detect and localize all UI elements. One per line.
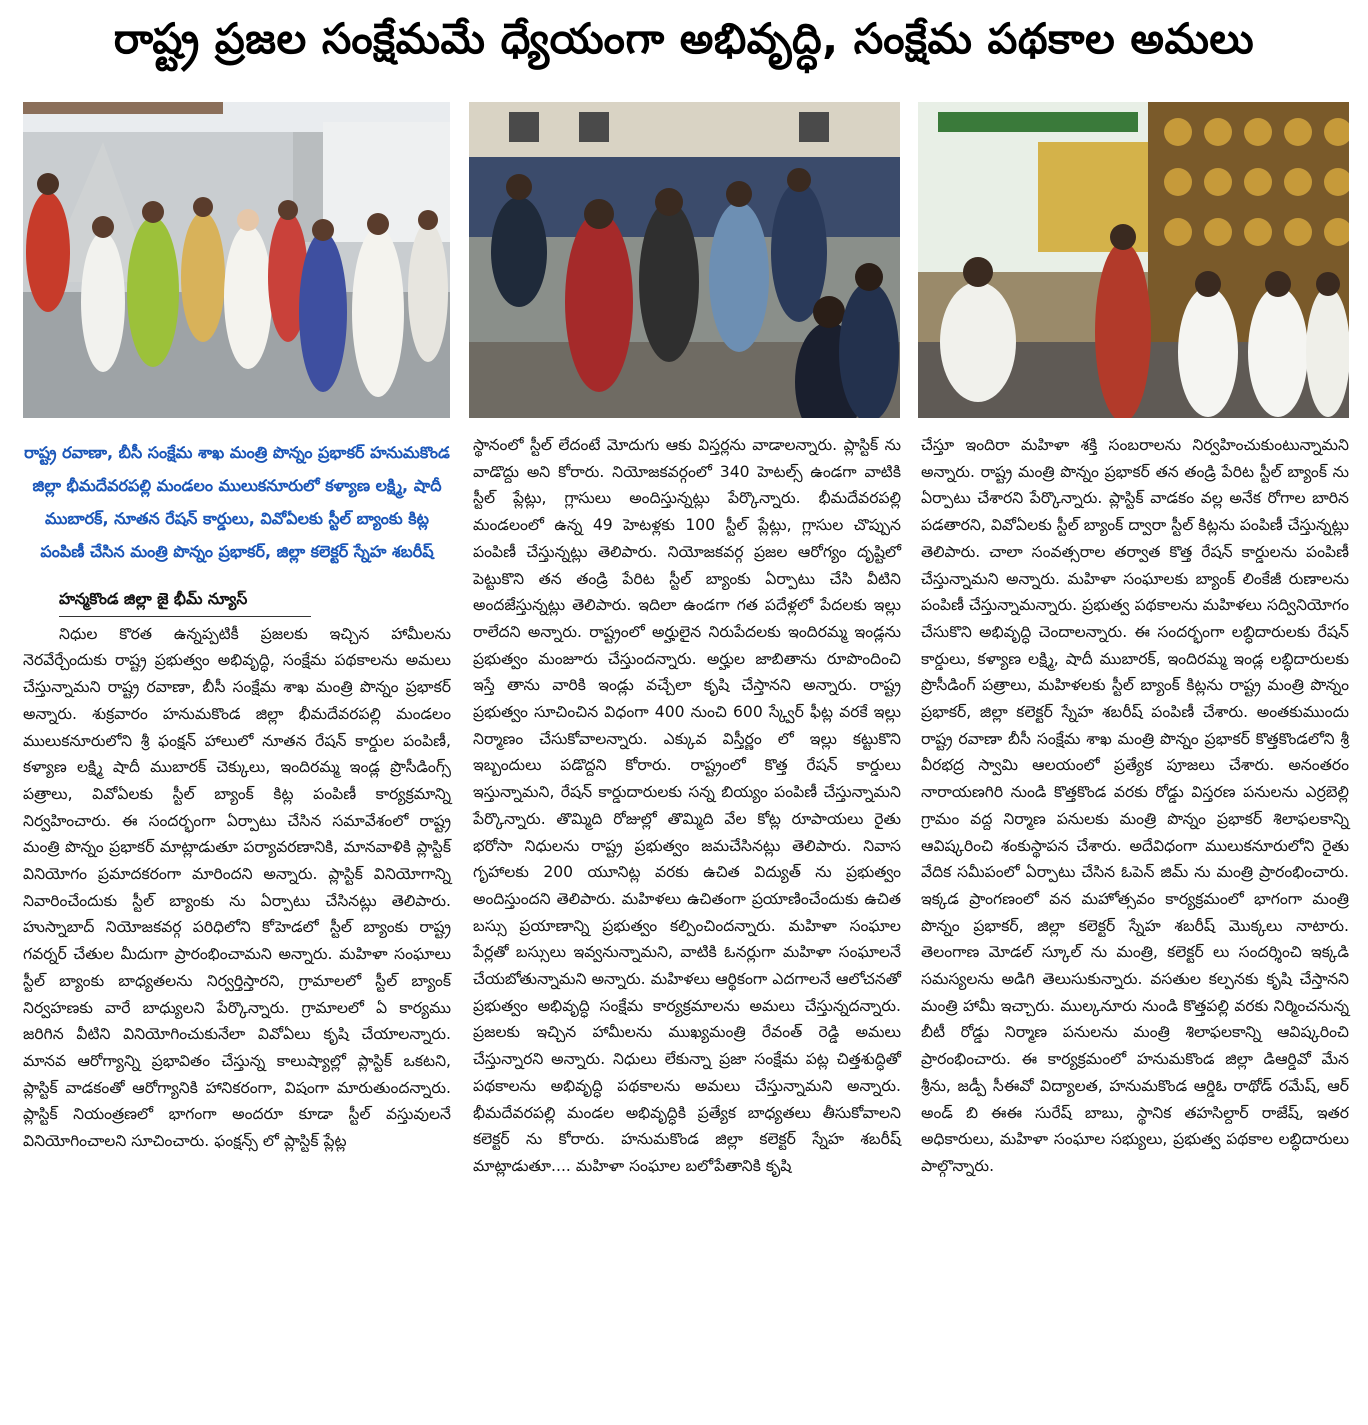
news-source: హన్మకొండ జిల్లా జై భీమ్ న్యూస్ (59, 586, 451, 613)
temple-visit-photo (23, 102, 450, 418)
article-column-1 (23, 432, 451, 1155)
article-body-1: నిధుల కొరత ఉన్నప్పటికీ ప్రజలకు ఇచ్చిన హామీలను నెరవేర్చేందుకు రాష్ట్ర ప్రభుత్వం అభివృద్ధి, సంక్షేమ పథకాలను అమలు చేస్తున్నామని రాష్ట్ర రవాణా, బీసీ సంక్షేమ శాఖ మంత్రి పొన్నం ప్రభాకర్ అన్నారు. శుక్రవారం హనుమకొండ జిల్లా భీమదేవరపల్లి మండలం ములుకనూరులోని శ్రీ ఫంక్షన్ హాలులో నూతన రేషన్ కార్డుల పంపిణీ, కళ్యాణ లక్ష్మి షాదీ ముబారక్ చెక్కులు, ఇందిరమ్మ ఇండ్ల ప్రొసీడింగ్స్ పత్రాలు, వివోఏలకు స్టీల్ బ్యాంక్ కిట్ల పంపిణీ కార్యక్రమాన్ని నిర్వహించారు. ఈ సందర్భంగా ఏర్పాటు చేసిన సమావేశంలో రాష్ట్ర మంత్రి పొన్నం ప్రభాకర్ మాట్లాడుతూ పర్యావరణానికి, మానవాళికి ప్లాస్టిక్ వినియోగం ప్రమాదకరంగా మారిందని అన్నారు. ప్లాస్టిక్ వినియోగాన్ని నివారించేందుకు స్టీల్ బ్యాంకు ను ఏర్పాటు చేసినట్లు తెలిపారు. హుస్నాబాద్ నియోజకవర్గ పరిధిలోని కోహెడలో స్టీల్ బ్యాంకు రాష్ట్ర గవర్నర్ చేతుల మీదుగా ప్రారంభించామని అన్నారు. మహిళా సంఘాలు స్టీల్ బ్యాంకు బాధ్యతలను నిర్వర్తిస్తారని, గ్రామాలలో స్టీల్ బ్యాంక్ నిర్వహణకు వారే బాధ్యులని పేర్కొన్నారు. గ్రామాలలో ఏ కార్యము జరిగిన వీటిని వినియోగించుకునేలా వివోఏలు కృషి చేయాలన్నారు. మానవ ఆరోగ్యాన్ని ప్రభావితం చేస్తున్న కాలుష్యాల్లో ప్లాస్టిక్ ఒకటని, ప్లాస్టిక్ వాడకంతో ఆరోగ్యానికి హానికరంగా, విషంగా మారుతుందన్నారు. ప్లాస్టిక్ నియంత్రణలో భాగంగా అందరూ కూడా స్టీల్ వస్తువులనే వినియోగించాలని సూచించారు. ఫంక్షన్స్ లో ప్లాస్టిక్ ప్లేట్ల (23, 624, 451, 1151)
article-column-3 (921, 432, 1349, 1180)
stage-event-photo (918, 102, 1349, 418)
article-body-2: స్థానంలో స్టీల్ లేదంటే మోదుగు ఆకు విస్తర్లను వాడాలన్నారు. ప్లాస్టిక్ ను వాడొద్దు అని కోరారు. నియోజకవర్గంలో 340 హెటల్స్ ఉండగా వాటికి స్టీల్ ప్లేట్లు, గ్లాసులు అందిస్తున్నట్లు పేర్కొన్నారు. భీమదేవరపల్లి మండలంలో ఉన్న 49 హెటళ్లకు 100 స్టీల్ ప్లేట్లు, గ్లాసుల చొప్పున పంపిణీ చేస్తున్నట్లు తెలిపారు. నియోజకవర్గ ప్రజల ఆరోగ్యం దృష్టిలో పెట్టుకొని తన తండ్రి పేరిట స్టీల్ బ్యాంకు ఏర్పాటు చేసి వీటిని అందజేస్తున్నట్లు తెలిపారు. ఇదిలా ఉండగా గత పదేళ్లలో పేదలకు ఇల్లు రాలేదని అన్నారు. రాష్ట్రంలో అర్హులైన నిరుపేదలకు ఇందిరమ్మ ఇండ్లను ప్రభుత్వం మంజూరు చేస్తుందన్నారు. అర్హుల జాబితాను రూపొందించి ఇస్తే తాను వారికి ఇండ్లు వచ్చేలా కృషి చేస్తానని అన్నారు. రాష్ట్ర ప్రభుత్వం సూచించిన విధంగా 400 నుంచి 600 స్క్వేర్ ఫీట్ల వరకే ఇల్లు నిర్మాణం చేసుకోవాలన్నారు. ఎక్కువ విస్తీర్ణం లో ఇల్లు కట్టుకొని ఇబ్బందులు పడొద్దని కోరారు. రాష్ట్రంలో కొత్త రేషన్ కార్డులు ఇస్తున్నామని, రేషన్ కార్డుదారులకు సన్న బియ్యం పంపిణీ చేస్తున్నామని పేర్కొన్నారు. తొమ్మిది రోజుల్లో తొమ్మిది వేల కోట్ల రూపాయలు రైతు భరోసా నిధులను రాష్ట్ర ప్రభుత్వం జమచేసినట్లు తెలిపారు. నివాస గృహాలకు 200 యూనిట్ల వరకు ఉచిత విద్యుత్ ను ప్రభుత్వం అందిస్తుందని తెలిపారు. మహిళలు ఉచితంగా ప్రయాణించేందుకు ఉచిత బస్సు ప్రయాణాన్ని ప్రభుత్వం కల్పించిందన్నారు. మహిళా సంఘాల పేర్లతో బస్సులు ఇవ్వనున్నామని, వాటికి ఓనర్లుగా మహిళా సంఘాలనే చేయబోతున్నామని అన్నారు. మహిళలు ఆర్థికంగా ఎదగాలనే ఆలోచనతో ప్రభుత్వం అభివృద్ధి సంక్షేమ కార్యక్రమాలను అమలు చేస్తున్నదన్నారు. ప్రజలకు ఇచ్చిన హామీలను ముఖ్యమంత్రి రేవంత్ రెడ్డి అమలు చేస్తున్నారని అన్నారు. నిధులు లేకున్నా ప్రజా సంక్షేమ పట్ల చిత్తశుద్ధితో పథకాలను అభివృద్ధి పథకాలను అమలు చేస్తున్నామని అన్నారు. భీమదేవరపల్లి మండల అభివృద్ధికి ప్రత్యేక బాధ్యతలు తీసుకోవాలని కలెక్టర్ ను కోరారు. హనుమకొండ జిల్లా కలెక్టర్ స్నేహ శబరీష్ మాట్లాడుతూ.... మహిళా సంఘాల బలోపేతానికి కృషి (473, 436, 901, 1175)
headline: రాష్ట్ర ప్రజల సంక్షేమమే ధ్యేయంగా అభివృద్ధి, సంక్షేమ పథకాల అమలు (113, 14, 1255, 63)
article-column-2 (473, 432, 901, 1180)
summary-highlight: రాష్ట్ర రవాణా, బీసీ సంక్షేమ శాఖ మంత్రి పొన్నం ప్రభాకర్ హనుమకొండ జిల్లా భీమదేవరపల్లి మండలం ములుకనూరులో కళ్యాణ లక్ష్మి, షాదీ ముబారక్, నూతన రేషన్ కార్డులు, వివోఏలకు స్టీల్ బ్యాంకు కిట్ల పంపిణీ చేసిన మంత్రి పొన్నం ప్రభాకర్, జిల్లా కలెక్టర్ స్నేహ శబరీష్ (24, 443, 450, 561)
school-visit-photo (469, 102, 900, 418)
article-body-3: చేస్తూ ఇందిరా మహిళా శక్తి సంబరాలను నిర్వహించుకుంటున్నామని అన్నారు. రాష్ట్ర మంత్రి పొన్నం ప్రభాకర్ తన తండ్రి పేరిట స్టీల్ బ్యాంక్ ను ఏర్పాటు చేశారని పేర్కొన్నారు. ప్లాస్టిక్ వాడకం వల్ల అనేక రోగాల బారిన పడతారని, వివోఏలకు స్టీల్ బ్యాంక్ ద్వారా స్టీల్ కిట్లను పంపిణీ చేస్తున్నట్లు తెలిపారు. చాలా సంవత్సరాల తర్వాత కొత్త రేషన్ కార్డులను పంపిణీ చేస్తున్నామని అన్నారు. మహిళా సంఘాలకు బ్యాంక్ లింకేజీ రుణాలను పంపిణీ చేస్తున్నామన్నారు. ప్రభుత్వ పథకాలను మహిళలు సద్వినియోగం చేసుకొని అభివృద్ధి చెందాలన్నారు. ఈ సందర్భంగా లబ్ధిదారులకు రేషన్ కార్డులు, కళ్యాణ లక్ష్మి, షాదీ ముబారక్, ఇందిరమ్మ ఇండ్ల లబ్ధిదారులకు ప్రొసీడింగ్ పత్రాలు, మహిళలకు స్టీల్ బ్యాంక్ కిట్లను రాష్ట్ర మంత్రి పొన్నం ప్రభాకర్, జిల్లా కలెక్టర్ స్నేహ శబరీష్ పంపిణీ చేశారు. అంతకుముందు రాష్ట్ర రవాణా బీసీ సంక్షేమ శాఖ మంత్రి పొన్నం ప్రభాకర్ కొత్తకొండలోని శ్రీ వీరభద్ర స్వామి ఆలయంలో ప్రత్యేక పూజలు చేశారు. అనంతరం నారాయణగిరి నుండి కొత్తకొండ వరకు రోడ్డు విస్తరణ పనులను ఎర్రబెల్లి గ్రామం వద్ద నిర్మాణ పనులకు మంత్రి పొన్నం ప్రభాకర్ శిలాఫలకాన్ని ఆవిష్కరించి శంకుస్థాపన చేశారు. అదేవిధంగా ములుకనూరులోని రైతు వేదిక సమీపంలో ఏర్పాటు చేసిన ఓపెన్ జిమ్ ను మంత్రి ప్రారంభించారు. ఇక్కడ ప్రాంగణంలో వన మహోత్సవం కార్యక్రమంలో భాగంగా మంత్రి పొన్నం ప్రభాకర్, జిల్లా కలెక్టర్ స్నేహ శబరీష్ మొక్కలు నాటారు. తెలంగాణ మోడల్ స్కూల్ ను మంత్రి, కలెక్టర్ లు సందర్శించి ఇక్కడి సమస్యలను అడిగి తెలుసుకున్నారు. వసతుల కల్పనకు కృషి చేస్తానని మంత్రి హామీ ఇచ్చారు. ముల్కనూరు నుండి కొత్తపల్లి వరకు నిర్మించనున్న బీటీ రోడ్డు నిర్మాణ పనులను మంత్రి శిలాఫలకాన్ని ఆవిష్కరించి ప్రారంభించారు. ఈ కార్యక్రమంలో హనుమకొండ జిల్లా డిఆర్డివో మేన శ్రీను, జడ్పీ సీఈవో విద్యాలత, హనుమకొండ ఆర్డిఓ రాథోడ్ రమేష్, ఆర్ అండ్ బి ఈఈ సురేష్ బాబు, స్థానిక తహసిల్దార్ రాజేష్, ఇతర అధికారులు, మహిళా సంఘాల సభ్యులు, ప్రభుత్వ పథకాల లబ్ధిదారులు పాల్గొన్నారు. (921, 436, 1349, 1175)
